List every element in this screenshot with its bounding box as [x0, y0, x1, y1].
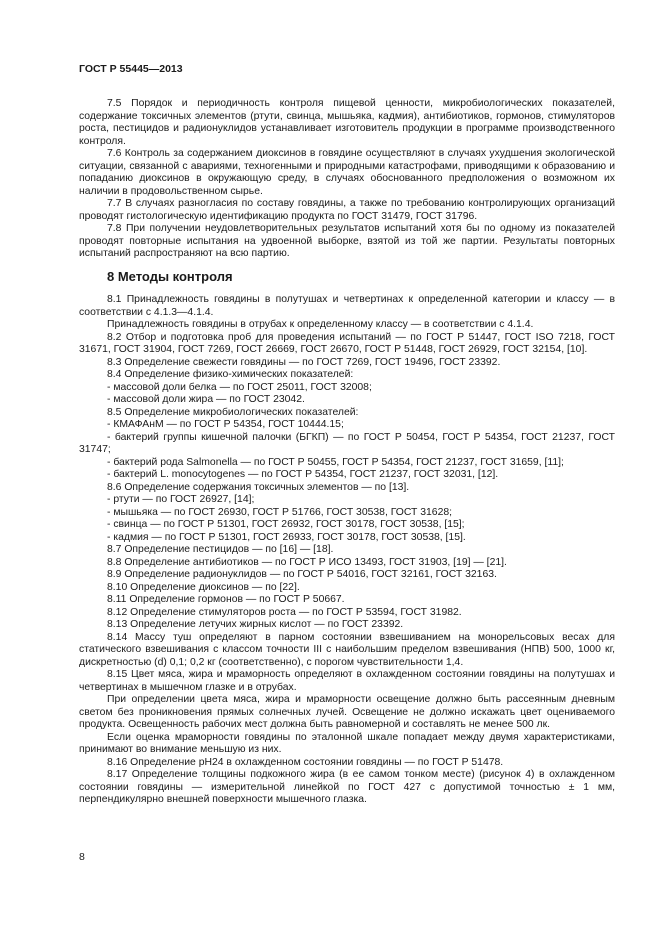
list-item: - массовой доли белка — по ГОСТ 25011, ГОСТ 32008; [107, 381, 372, 393]
paragraph-8-15: 8.15 Цвет мяса, жира и мраморность определяют в охлажденном состоянии говядины на полутушах и четвертинах в мышечном глазке и в отрубах. [79, 669, 615, 693]
paragraph-7-8: 7.8 При получении неудовлетворительных результатов испытаний хотя бы по одному из показателей проводят повторные испытания на удвоенной выборке, взятой из той же партии. Результаты повторных испытаний распространяют на всю партию. [79, 223, 615, 259]
paragraph-7-7: 7.7 В случаях разногласия по составу говядины, а также по требованию контролирующих организаций проводят гистологическую идентификацию продукта по ГОСТ 31479, ГОСТ 31796. [79, 198, 615, 222]
paragraph-7-5: 7.5 Порядок и периодичность контроля пищевой ценности, микробиологических показателей, содержание токсичных элементов (ртути, свинца, мышьяка, кадмия), антибиотиков, гормонов, стимуляторов роста, пестицидов и радионуклидов устанавливает изготовитель продукции в программе производственного контроля. [79, 98, 615, 147]
list-item: - бактерий рода Salmonella — по ГОСТ Р 50455, ГОСТ Р 54354, ГОСТ 21237, ГОСТ 31659, [11]; [107, 456, 564, 468]
paragraph-8-14: 8.14 Массу туш определяют в парном состоянии взвешиванием на монорельсовых весах для статического взвешивания с классом точности III с наибольшим пределом взвешивания (НПВ) 500, 1000 кг, дискретностью (d) 0,1; 0,2 кг (соответственно), с порогом чувствительности 1,4. [79, 631, 615, 668]
paragraph: Если оценка мраморности говядины по эталонной шкале попадает между двумя характеристиками, принимают во внимание меньшую из них. [79, 731, 615, 755]
paragraph-8-2: 8.2 Отбор и подготовка проб для проведения испытаний — по ГОСТ Р 51447, ГОСТ ISO 7218, ГОСТ 31671, ГОСТ 31904, ГОСТ 7269, ГОСТ 26669, ГОСТ 26670, ГОСТ Р 51448, ГОСТ 26929, ГОСТ 32154, [10]. [79, 331, 615, 355]
document-body [79, 98, 615, 807]
paragraph-8-3: 8.3 Определение свежести говядины — по ГОСТ 7269, ГОСТ 19496, ГОСТ 23392. [107, 356, 501, 368]
section-title: 8 Методы контроля [107, 268, 233, 284]
paragraph-8-16: 8.16 Определение pH24 в охлажденном состоянии говядины — по ГОСТ Р 51478. [107, 756, 504, 768]
list-item: - кадмия — по ГОСТ Р 51301, ГОСТ 26933, ГОСТ 30178, ГОСТ 30538, [15]. [107, 531, 466, 543]
list-item: - ртути — по ГОСТ 26927, [14]; [107, 494, 255, 505]
list-item: - свинца — по ГОСТ Р 51301, ГОСТ 26932, ГОСТ 30178, ГОСТ 30538, [15]; [107, 519, 465, 530]
document-header: ГОСТ Р 55445—2013 [79, 63, 183, 75]
paragraph-8-1: 8.1 Принадлежность говядины в полутушах и четвертинах к определенной категории и классу — в соответствии с 4.1.3—4.1.4. [79, 294, 615, 318]
list-item: - КМАФАнМ — по ГОСТ Р 54354, ГОСТ 10444.15; [107, 419, 344, 430]
paragraph-7-6: 7.6 Контроль за содержанием диоксинов в говядине осуществляют в случаях ухудшения экологической ситуации, связанной с авариями, техногенными и природными катастрофами, приводящими к образованию и попаданию диоксинов в окружающую среду, в случаях обоснованного предположения о возможном их наличии в продовольственном сырье. [79, 148, 615, 197]
paragraph-8-7: 8.7 Определение пестицидов — по [16] — [18]. [107, 544, 334, 555]
list-item: - массовой доли жира — по ГОСТ 23042. [107, 394, 305, 405]
paragraph-8-13: 8.13 Определение летучих жирных кислот — по ГОСТ 23392. [107, 619, 404, 630]
list-item: - бактерий группы кишечной палочки (БГКП) — по ГОСТ Р 50454, ГОСТ Р 54354, ГОСТ 21237, ГОСТ 31747; [79, 431, 615, 455]
paragraph-8-12: 8.12 Определение стимуляторов роста — по ГОСТ Р 53594, ГОСТ 31982. [107, 606, 462, 618]
paragraph-8-10: 8.10 Определение диоксинов — по [22]. [107, 581, 300, 593]
list-item: - бактерий L. monocytogenes — по ГОСТ Р 54354, ГОСТ 21237, ГОСТ 32031, [12]. [107, 469, 499, 480]
paragraph-8-8: 8.8 Определение антибиотиков — по ГОСТ Р ИСО 13493, ГОСТ 31903, [19] — [21]. [107, 556, 507, 568]
paragraph-8-5: 8.5 Определение микробиологических показателей: [107, 406, 359, 418]
paragraph: При определении цвета мяса, жира и мраморности освещение должно быть рассеянным дневным светом без проникновения прямых солнечных лучей. Освещение не должно искажать цвет оцениваемого продукта. Освещенность рабочих мест должна быть равномерной и составлять не менее 500 лк. [79, 694, 615, 730]
page-number: 8 [79, 851, 85, 863]
paragraph-8-9: 8.9 Определение радионуклидов — по ГОСТ Р 54016, ГОСТ 32161, ГОСТ 32163. [107, 569, 497, 580]
list-item: - мышьяка — по ГОСТ 26930, ГОСТ Р 51766, ГОСТ 30538, ГОСТ 31628; [107, 506, 453, 518]
paragraph: Принадлежность говядины в отрубах к определенному классу — в соответствии с 4.1.4. [107, 319, 534, 330]
paragraph-8-11: 8.11 Определение гормонов — по ГОСТ Р 50667. [107, 594, 345, 605]
paragraph-8-6: 8.6 Определение содержания токсичных элементов — по [13]. [107, 481, 410, 493]
paragraph-8-4: 8.4 Определение физико-химических показателей: [107, 369, 354, 380]
paragraph-8-17: 8.17 Определение толщины подкожного жира (в ее самом тонком месте) (рисунок 4) в охлажденном состоянии говядины — измерительной линейкой по ГОСТ 427 с допустимой точностью ± 1 мм, перпендикулярно внешней поверхности мышечного глазка. [79, 769, 615, 805]
